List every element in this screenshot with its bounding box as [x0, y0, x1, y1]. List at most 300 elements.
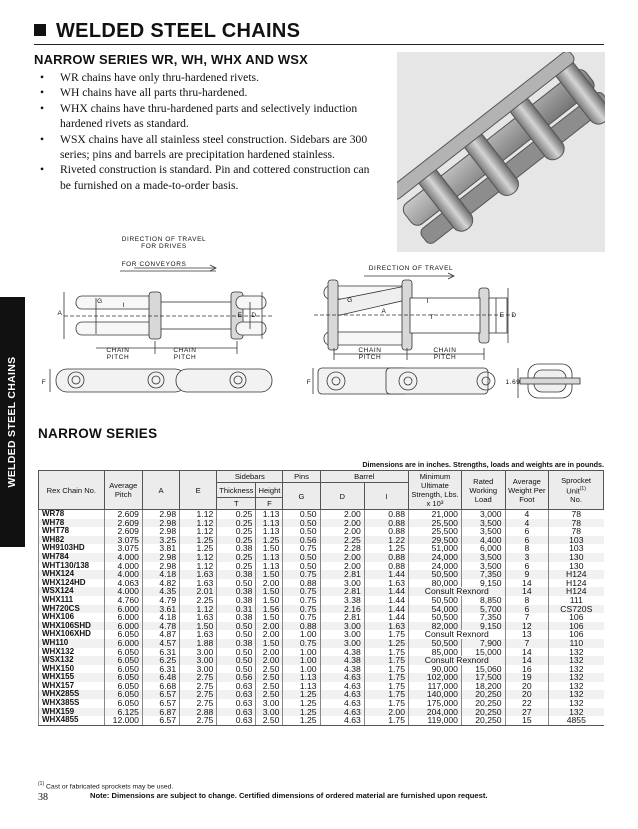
table-cell: 1.63: [180, 630, 217, 639]
table-cell: 2.98: [142, 510, 179, 519]
table-cell: 103: [549, 544, 604, 553]
col-g: G: [283, 483, 320, 510]
table-cell: 2.98: [142, 519, 179, 528]
table-cell: 6.57: [142, 699, 179, 708]
table-cell: WH720CS: [39, 605, 105, 614]
table-cell: 27: [505, 708, 549, 717]
dim-i-right: I: [426, 298, 430, 305]
footnote-text: Cast or fabricated sprockets may be used.: [46, 783, 174, 791]
table-cell: 2.00: [256, 622, 283, 631]
table-cell: 1.75: [364, 630, 408, 639]
table-cell: 0.50: [217, 579, 256, 588]
table-cell: 1.12: [180, 562, 217, 571]
table-cell: 50,500: [408, 613, 461, 622]
table-cell: 4.78: [142, 622, 179, 631]
table-cell: 4.63: [320, 690, 364, 699]
table-cell: 1.12: [180, 519, 217, 528]
table-cell: 6.050: [104, 690, 142, 699]
table-cell: 0.88: [283, 579, 320, 588]
side-tab: [0, 297, 25, 547]
dim-169: 1.69: [505, 379, 521, 386]
table-cell: 2.01: [180, 587, 217, 596]
table-cell: 1.44: [364, 613, 408, 622]
dim-a-right: A: [381, 308, 387, 315]
table-cell: 1.44: [364, 605, 408, 614]
table-cell: 3.00: [180, 665, 217, 674]
table-cell: 2.81: [320, 587, 364, 596]
table-cell: 1.44: [364, 596, 408, 605]
table-cell: 6,000: [461, 544, 505, 553]
table-cell: 1.50: [256, 596, 283, 605]
table-cell: 6.050: [104, 630, 142, 639]
col-pins: Pins: [283, 471, 320, 483]
table-cell: 6.31: [142, 648, 179, 657]
table-cell: 2.00: [320, 519, 364, 528]
table-cell: 1.75: [364, 716, 408, 725]
table-cell: 0.88: [283, 622, 320, 631]
table-cell: 50,500: [408, 596, 461, 605]
list-item: • WH chains have all parts thru-hardened.: [38, 85, 378, 100]
table-cell: 4,400: [461, 536, 505, 545]
table-cell: 1.12: [180, 510, 217, 519]
chain-pitch-label-4a: CHAIN: [433, 347, 457, 354]
table-cell: 2.609: [104, 527, 142, 536]
table-cell: 1.50: [180, 622, 217, 631]
table-cell: 2.81: [320, 570, 364, 579]
table-cell: 106: [549, 622, 604, 631]
table-cell: 2.00: [256, 648, 283, 657]
table-cell: WH82: [39, 536, 105, 545]
list-item: • Riveted construction is standard. Pin and cottered construction can be furnished on a made-to-order basis.: [38, 162, 378, 193]
table-cell: 2.50: [256, 716, 283, 725]
table-cell: 5,700: [461, 605, 505, 614]
table-cell: WHX106XHD: [39, 630, 105, 639]
col-weight: Average Weight Per Foot: [505, 471, 549, 510]
table-cell: 132: [549, 699, 604, 708]
table-cell: 0.25: [217, 510, 256, 519]
chain-photo: [397, 52, 605, 252]
col-e: E: [180, 471, 217, 510]
table-cell: 0.50: [217, 656, 256, 665]
table-cell: 0.88: [364, 510, 408, 519]
table-cell: 18,200: [461, 682, 505, 691]
table-cell: 4.38: [320, 665, 364, 674]
welded-chain-illustration: [397, 52, 605, 252]
table-cell: 1.25: [283, 716, 320, 725]
side-tab-label: WELDED STEEL CHAINS: [6, 356, 18, 488]
table-cell: 1.13: [256, 553, 283, 562]
table-cell: 15,000: [461, 648, 505, 657]
chain-pitch-label-2b: PITCH: [173, 354, 197, 361]
table-cell: 4.38: [320, 648, 364, 657]
table-cell: 29,500: [408, 536, 461, 545]
table-cell: 0.38: [217, 639, 256, 648]
table-cell: 2.98: [142, 527, 179, 536]
col-rated: Rated Working Load: [461, 471, 505, 510]
table-cell: H124: [549, 587, 604, 596]
table-cell: 0.38: [217, 613, 256, 622]
table-cell: 3.00: [256, 699, 283, 708]
list-item: • WSX chains have all stainless steel construction. Sidebars are 300 series; pins and barrels are precipitation hardened stainless.: [38, 132, 378, 163]
table-cell: 3.075: [104, 536, 142, 545]
table-cell: 7: [505, 613, 549, 622]
table-cell: 24,000: [408, 553, 461, 562]
col-height: Height: [256, 483, 283, 498]
table-cell: 3,500: [461, 553, 505, 562]
table-cell: 4: [505, 519, 549, 528]
table-cell: 0.75: [283, 605, 320, 614]
table-cell: 3.61: [142, 605, 179, 614]
table-cell: WHX159: [39, 708, 105, 717]
chain-pitch-label-1a: CHAIN: [106, 347, 130, 354]
dim-d-right: D: [511, 312, 517, 319]
table-cell: 82,000: [408, 622, 461, 631]
table-cell: 6.87: [142, 708, 179, 717]
spec-table: [38, 470, 604, 726]
table-cell: 1.25: [180, 536, 217, 545]
table-cell: 4.18: [142, 570, 179, 579]
chain-pitch-label-3a: CHAIN: [358, 347, 382, 354]
direction-label-drives-2: FOR DRIVES: [141, 243, 187, 250]
table-cell: 102,000: [408, 673, 461, 682]
table-cell: 3.00: [180, 656, 217, 665]
table-cell: 1.00: [283, 665, 320, 674]
table-cell: 6.31: [142, 665, 179, 674]
col-pitch: Average Pitch: [104, 471, 142, 510]
footnote-mark: (1): [38, 781, 45, 787]
table-cell: 3.00: [180, 648, 217, 657]
spec-table-body: [39, 510, 604, 726]
table-cell: WH9103HD: [39, 544, 105, 553]
table-cell: 4.87: [142, 630, 179, 639]
table-cell: WHX285S: [39, 690, 105, 699]
table-cell: 106: [549, 630, 604, 639]
footnote: [38, 781, 173, 790]
table-cell: 7,350: [461, 613, 505, 622]
page-number: 38: [38, 792, 48, 803]
table-cell: 6.050: [104, 699, 142, 708]
col-barrel: Barrel: [320, 471, 408, 483]
table-cell: 4.760: [104, 596, 142, 605]
table-cell: 8,850: [461, 596, 505, 605]
table-cell: 1.75: [364, 648, 408, 657]
table-cell: 2.25: [180, 596, 217, 605]
table-cell: 1.44: [364, 570, 408, 579]
table-cell: 110: [549, 639, 604, 648]
table-cell: 2.75: [180, 673, 217, 682]
table-cell: 6.050: [104, 656, 142, 665]
table-cell: 4.38: [320, 656, 364, 665]
table-cell: WHX157: [39, 682, 105, 691]
table-cell: 4.63: [320, 673, 364, 682]
table-cell: H124: [549, 579, 604, 588]
table-cell: 0.25: [217, 519, 256, 528]
table-cell: 3.00: [320, 630, 364, 639]
table-cell: 2.00: [320, 562, 364, 571]
table-cell: 6: [505, 536, 549, 545]
table-cell: 6.68: [142, 682, 179, 691]
table-cell: 9,150: [461, 579, 505, 588]
table-cell: 0.50: [217, 630, 256, 639]
table-cell: 2.50: [256, 682, 283, 691]
table-cell: 20,250: [461, 690, 505, 699]
table-cell: 1.75: [364, 699, 408, 708]
table-cell: 6.125: [104, 708, 142, 717]
table-cell: 0.56: [283, 536, 320, 545]
table-cell: WHT78: [39, 527, 105, 536]
table-cell: 204,000: [408, 708, 461, 717]
table-cell: 130: [549, 553, 604, 562]
table-cell: 1.44: [364, 587, 408, 596]
table-cell: WHX111: [39, 596, 105, 605]
table-cell: 3.00: [320, 622, 364, 631]
table-cell: 3.81: [142, 544, 179, 553]
table-cell: 3.00: [320, 579, 364, 588]
table-cell: 1.13: [283, 673, 320, 682]
table-cell: 6.000: [104, 639, 142, 648]
table-cell: 2.98: [142, 562, 179, 571]
table-cell: 80,000: [408, 579, 461, 588]
table-cell: 103: [549, 536, 604, 545]
table-cell: 132: [549, 708, 604, 717]
table-cell: WHX132: [39, 648, 105, 657]
table-cell: 78: [549, 519, 604, 528]
table-cell: 1.50: [256, 613, 283, 622]
table-cell: 19: [505, 673, 549, 682]
table-cell: 1.12: [180, 605, 217, 614]
table-cell: 1.00: [283, 630, 320, 639]
dim-f-right: F: [306, 379, 312, 386]
table-cell: 132: [549, 665, 604, 674]
table-cell: 14: [505, 587, 549, 596]
table-cell: 1.63: [364, 579, 408, 588]
table-cell: 1.12: [180, 553, 217, 562]
table-cell: 17,500: [461, 673, 505, 682]
table-cell: 25,500: [408, 519, 461, 528]
table-cell: 85,000: [408, 648, 461, 657]
table-cell: 12: [505, 622, 549, 631]
dimension-note: Dimensions are in inches. Strengths, loads and weights are in pounds.: [362, 460, 604, 469]
table-cell: 2.00: [320, 553, 364, 562]
table-cell: 119,000: [408, 716, 461, 725]
table-cell: 6: [505, 562, 549, 571]
table-cell: 1.12: [180, 527, 217, 536]
table-cell: 1.22: [364, 536, 408, 545]
table-cell: 1.25: [283, 699, 320, 708]
col-f: F: [256, 498, 283, 510]
table-cell: 2.609: [104, 510, 142, 519]
table-cell: 0.25: [217, 527, 256, 536]
table-cell: 0.50: [217, 665, 256, 674]
table-cell: 175,000: [408, 699, 461, 708]
table-cell: 2.00: [256, 656, 283, 665]
table-cell: 4.79: [142, 596, 179, 605]
col-t: T: [217, 498, 256, 510]
col-sidebars: Sidebars: [217, 471, 283, 483]
table-cell: 6.48: [142, 673, 179, 682]
list-item: • WHX chains have thru-hardened parts and selectively induction hardened rivets as standard.: [38, 101, 378, 132]
table-cell: 0.38: [217, 570, 256, 579]
section-title: NARROW SERIES: [38, 426, 158, 441]
table-cell: 0.88: [364, 562, 408, 571]
table-cell: 22: [505, 699, 549, 708]
table-cell: 54,000: [408, 605, 461, 614]
table-cell: 20,250: [461, 699, 505, 708]
table-cell: 1.13: [283, 682, 320, 691]
table-cell: 6.050: [104, 648, 142, 657]
table-cell: 2.00: [256, 630, 283, 639]
table-cell: 2.25: [320, 536, 364, 545]
table-cell: 1.75: [364, 682, 408, 691]
table-cell: WSX124: [39, 587, 105, 596]
table-cell: 0.38: [217, 596, 256, 605]
table-cell: 6.050: [104, 682, 142, 691]
table-cell: WHT130/138: [39, 562, 105, 571]
dim-t: T: [429, 314, 435, 321]
table-cell: 4.63: [320, 716, 364, 725]
dim-a-left: A: [57, 310, 63, 317]
table-cell: Consult Rexnord: [408, 587, 505, 596]
table-cell: 2.75: [180, 716, 217, 725]
table-cell: 7,350: [461, 570, 505, 579]
sprocket-no-label: No.: [570, 495, 582, 505]
table-cell: WHX155: [39, 673, 105, 682]
table-cell: WHX150: [39, 665, 105, 674]
table-cell: 1.75: [364, 665, 408, 674]
table-cell: 21,000: [408, 510, 461, 519]
table-cell: 90,000: [408, 665, 461, 674]
table-cell: 3: [505, 553, 549, 562]
table-cell: 2.75: [180, 690, 217, 699]
table-cell: WHX106: [39, 613, 105, 622]
table-cell: 3,500: [461, 562, 505, 571]
table-cell: 111: [549, 596, 604, 605]
table-cell: 2.98: [142, 553, 179, 562]
table-cell: 1.50: [256, 587, 283, 596]
table-cell: 1.13: [256, 510, 283, 519]
table-cell: CS720S: [549, 605, 604, 614]
table-cell: 14: [505, 648, 549, 657]
table-cell: WH78: [39, 519, 105, 528]
dim-i-left: I: [122, 302, 126, 309]
table-cell: 6: [505, 527, 549, 536]
table-cell: 4.63: [320, 699, 364, 708]
dim-f-left: F: [41, 379, 47, 386]
table-cell: 20,250: [461, 708, 505, 717]
table-cell: 2.16: [320, 605, 364, 614]
table-cell: 4.18: [142, 613, 179, 622]
table-cell: 0.25: [217, 562, 256, 571]
table-cell: 2.50: [256, 665, 283, 674]
table-cell: 6.000: [104, 613, 142, 622]
table-cell: Consult Rexnord: [408, 656, 505, 665]
table-cell: 6: [505, 605, 549, 614]
table-cell: 1.13: [256, 519, 283, 528]
table-cell: 12.000: [104, 716, 142, 725]
table-cell: 1.63: [180, 579, 217, 588]
table-cell: 0.25: [217, 553, 256, 562]
table-cell: 6.000: [104, 622, 142, 631]
table-cell: 3,500: [461, 519, 505, 528]
table-cell: 0.75: [283, 596, 320, 605]
table-cell: 0.75: [283, 544, 320, 553]
table-cell: H124: [549, 570, 604, 579]
table-cell: 7: [505, 639, 549, 648]
table-cell: 0.38: [217, 587, 256, 596]
table-cell: 132: [549, 648, 604, 657]
col-d: D: [320, 483, 364, 510]
table-cell: WSX132: [39, 656, 105, 665]
title-rule: [34, 44, 604, 45]
table-cell: 9,150: [461, 622, 505, 631]
table-cell: 0.50: [283, 527, 320, 536]
col-sprocket: [549, 471, 604, 510]
table-cell: WHX385S: [39, 699, 105, 708]
table-cell: 2.75: [180, 682, 217, 691]
table-cell: 2.88: [180, 708, 217, 717]
table-cell: 132: [549, 690, 604, 699]
table-cell: 20: [505, 682, 549, 691]
dim-e-left: E: [237, 312, 243, 319]
chain-pitch-label-2a: CHAIN: [173, 347, 197, 354]
table-cell: 0.63: [217, 699, 256, 708]
table-cell: 0.63: [217, 708, 256, 717]
table-cell: 0.63: [217, 682, 256, 691]
table-cell: 4.000: [104, 562, 142, 571]
col-a: A: [142, 471, 179, 510]
table-cell: 14: [505, 656, 549, 665]
chain-pitch-label-1b: PITCH: [106, 354, 130, 361]
page-title: [34, 20, 300, 43]
table-cell: 25,500: [408, 527, 461, 536]
table-cell: 6.050: [104, 665, 142, 674]
table-cell: 0.31: [217, 605, 256, 614]
conveyor-label: FOR CONVEYORS: [121, 261, 187, 268]
table-cell: 78: [549, 527, 604, 536]
table-cell: 7,900: [461, 639, 505, 648]
square-bullet-icon: [34, 24, 46, 36]
table-cell: 3.00: [256, 708, 283, 717]
table-cell: 2.00: [320, 527, 364, 536]
dim-d-left: D: [251, 312, 257, 319]
table-cell: 1.75: [364, 673, 408, 682]
table-cell: 6.25: [142, 656, 179, 665]
table-cell: 1.13: [256, 562, 283, 571]
col-min-ult: Minimum Ultimate Strength, Lbs. x 10³: [408, 471, 461, 510]
table-cell: 1.25: [256, 536, 283, 545]
table-cell: 2.50: [256, 690, 283, 699]
table-cell: 117,000: [408, 682, 461, 691]
table-cell: 4.063: [104, 579, 142, 588]
table-cell: 2.75: [180, 699, 217, 708]
table-cell: 1.25: [283, 690, 320, 699]
direction-label: DIRECTION OF TRAVEL: [368, 265, 454, 272]
table-cell: 4855: [549, 716, 604, 725]
table-cell: 132: [549, 673, 604, 682]
table-cell: Consult Rexnord: [408, 630, 505, 639]
table-cell: 2.00: [256, 579, 283, 588]
table-cell: 0.75: [283, 570, 320, 579]
table-cell: 4.000: [104, 587, 142, 596]
dimension-change-note: Note: Dimensions are subject to change. Certified dimensions of ordered material are furnished upon request.: [90, 791, 488, 800]
table-cell: 1.63: [180, 613, 217, 622]
feature-list: [38, 70, 378, 193]
table-cell: 132: [549, 656, 604, 665]
list-item: • WR chains have only thru-hardened rivets.: [38, 70, 378, 85]
table-cell: 6.050: [104, 673, 142, 682]
table-cell: WHX124HD: [39, 579, 105, 588]
table-cell: 0.25: [217, 536, 256, 545]
